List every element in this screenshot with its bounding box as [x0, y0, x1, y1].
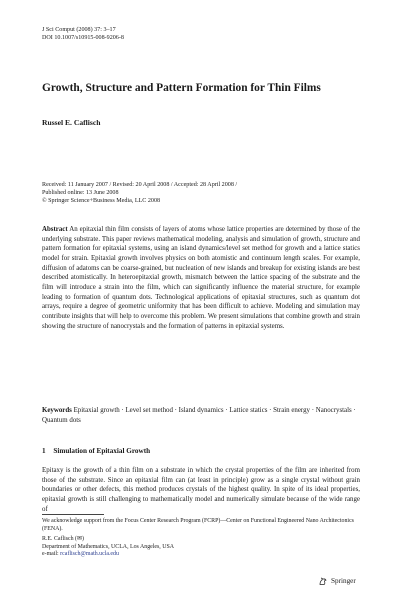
- department: Department of Mathematics, UCLA, Los Angeles, USA: [42, 543, 175, 550]
- publisher-logo: [318, 576, 356, 586]
- author-name: Russel E. Caflisch: [42, 118, 101, 127]
- publication-history: [42, 181, 372, 205]
- corresponding-author: R.E. Caflisch (✉): [42, 536, 84, 542]
- copyright: © Springer Science+Business Media, LLC 2008: [42, 198, 161, 204]
- section-title: Simulation of Epitaxial Growth: [53, 447, 151, 455]
- keywords-text: Epitaxial growth · Level set method · Island dynamics · Lattice statics · Strain energy · Nanocrystals · Quantum dots: [42, 407, 356, 424]
- email-link[interactable]: rcaflisch@math.ucla.edu: [60, 551, 119, 558]
- article-title: Growth, Structure and Pattern Formation for Thin Films: [42, 82, 321, 94]
- keywords: [42, 406, 360, 425]
- section-body: Epitaxy is the growth of a thin film on a substrate in which the crystal properties of the film are inherited from those of the substrate. Since an epitaxial film can (at least in principle) grow as a single crystal without grain boundaries or other defects, this method produces crystals of the highest quality. In spite of its ideal properties, epitaxial growth is still challenging to mathematically model and numerically simulate because of the wide range of: [42, 467, 360, 513]
- springer-horse-icon: [318, 576, 328, 586]
- history-dates: Received: 11 January 2007 / Revised: 20 April 2008 / Accepted: 28 April 2008 /: [42, 182, 238, 188]
- journal-citation: J Sci Comput (2008) 37: 3–17: [42, 27, 116, 33]
- section-heading: [42, 447, 150, 455]
- author-affiliation: [42, 536, 360, 559]
- journal-header: [42, 26, 124, 42]
- footnote: We acknowledge support from the Focus Center Research Program (FCRP)—Center on Functional Engineered Nano Architectonics (FENA).: [42, 518, 354, 532]
- email-label: e-mail:: [42, 551, 59, 558]
- abstract: [42, 225, 360, 331]
- keywords-label: Keywords: [42, 407, 72, 414]
- published-online: Published online: 13 June 2008: [42, 190, 119, 196]
- email-line: [42, 551, 360, 559]
- publisher-name: Springer: [331, 577, 356, 585]
- doi: DOI 10.1007/s10915-008-9206-8: [42, 35, 124, 41]
- section-number: 1: [42, 447, 46, 455]
- footnote-divider: [42, 514, 104, 515]
- abstract-text: An epitaxial thin film consists of layers of atoms whose lattice properties are determined by those of the underlying substrate. This paper reviews mathematical modeling, analysis and simulation of growth, structure and pattern formation for epitaxial systems, using an island dynamics/level set method for growth and a lattice statics model for strain. Epitaxial growth involves physics on both atomistic and continuum length scales. For example, diffusion of adatoms can be coarse-grained, but nucleation of new islands and breakup for existing islands are best described atomistically. In heteroepitaxial growth, mismatch between the lattice spacing of the substrate and the film will introduce a strain into the film, which can significantly influence the material structure, for example leading to formation of quantum dots. Technological applications of epitaxial structures, such as quantum dot arrays, require a degree of geometric uniformity that has been difficult to achieve. Modeling and simulation may contribute insights that will help to overcome this problem. We present simulations that combine growth and strain showing the structure of nanocrystals and the formation of patterns in epitaxial systems.: [42, 226, 360, 330]
- abstract-label: Abstract: [42, 226, 68, 233]
